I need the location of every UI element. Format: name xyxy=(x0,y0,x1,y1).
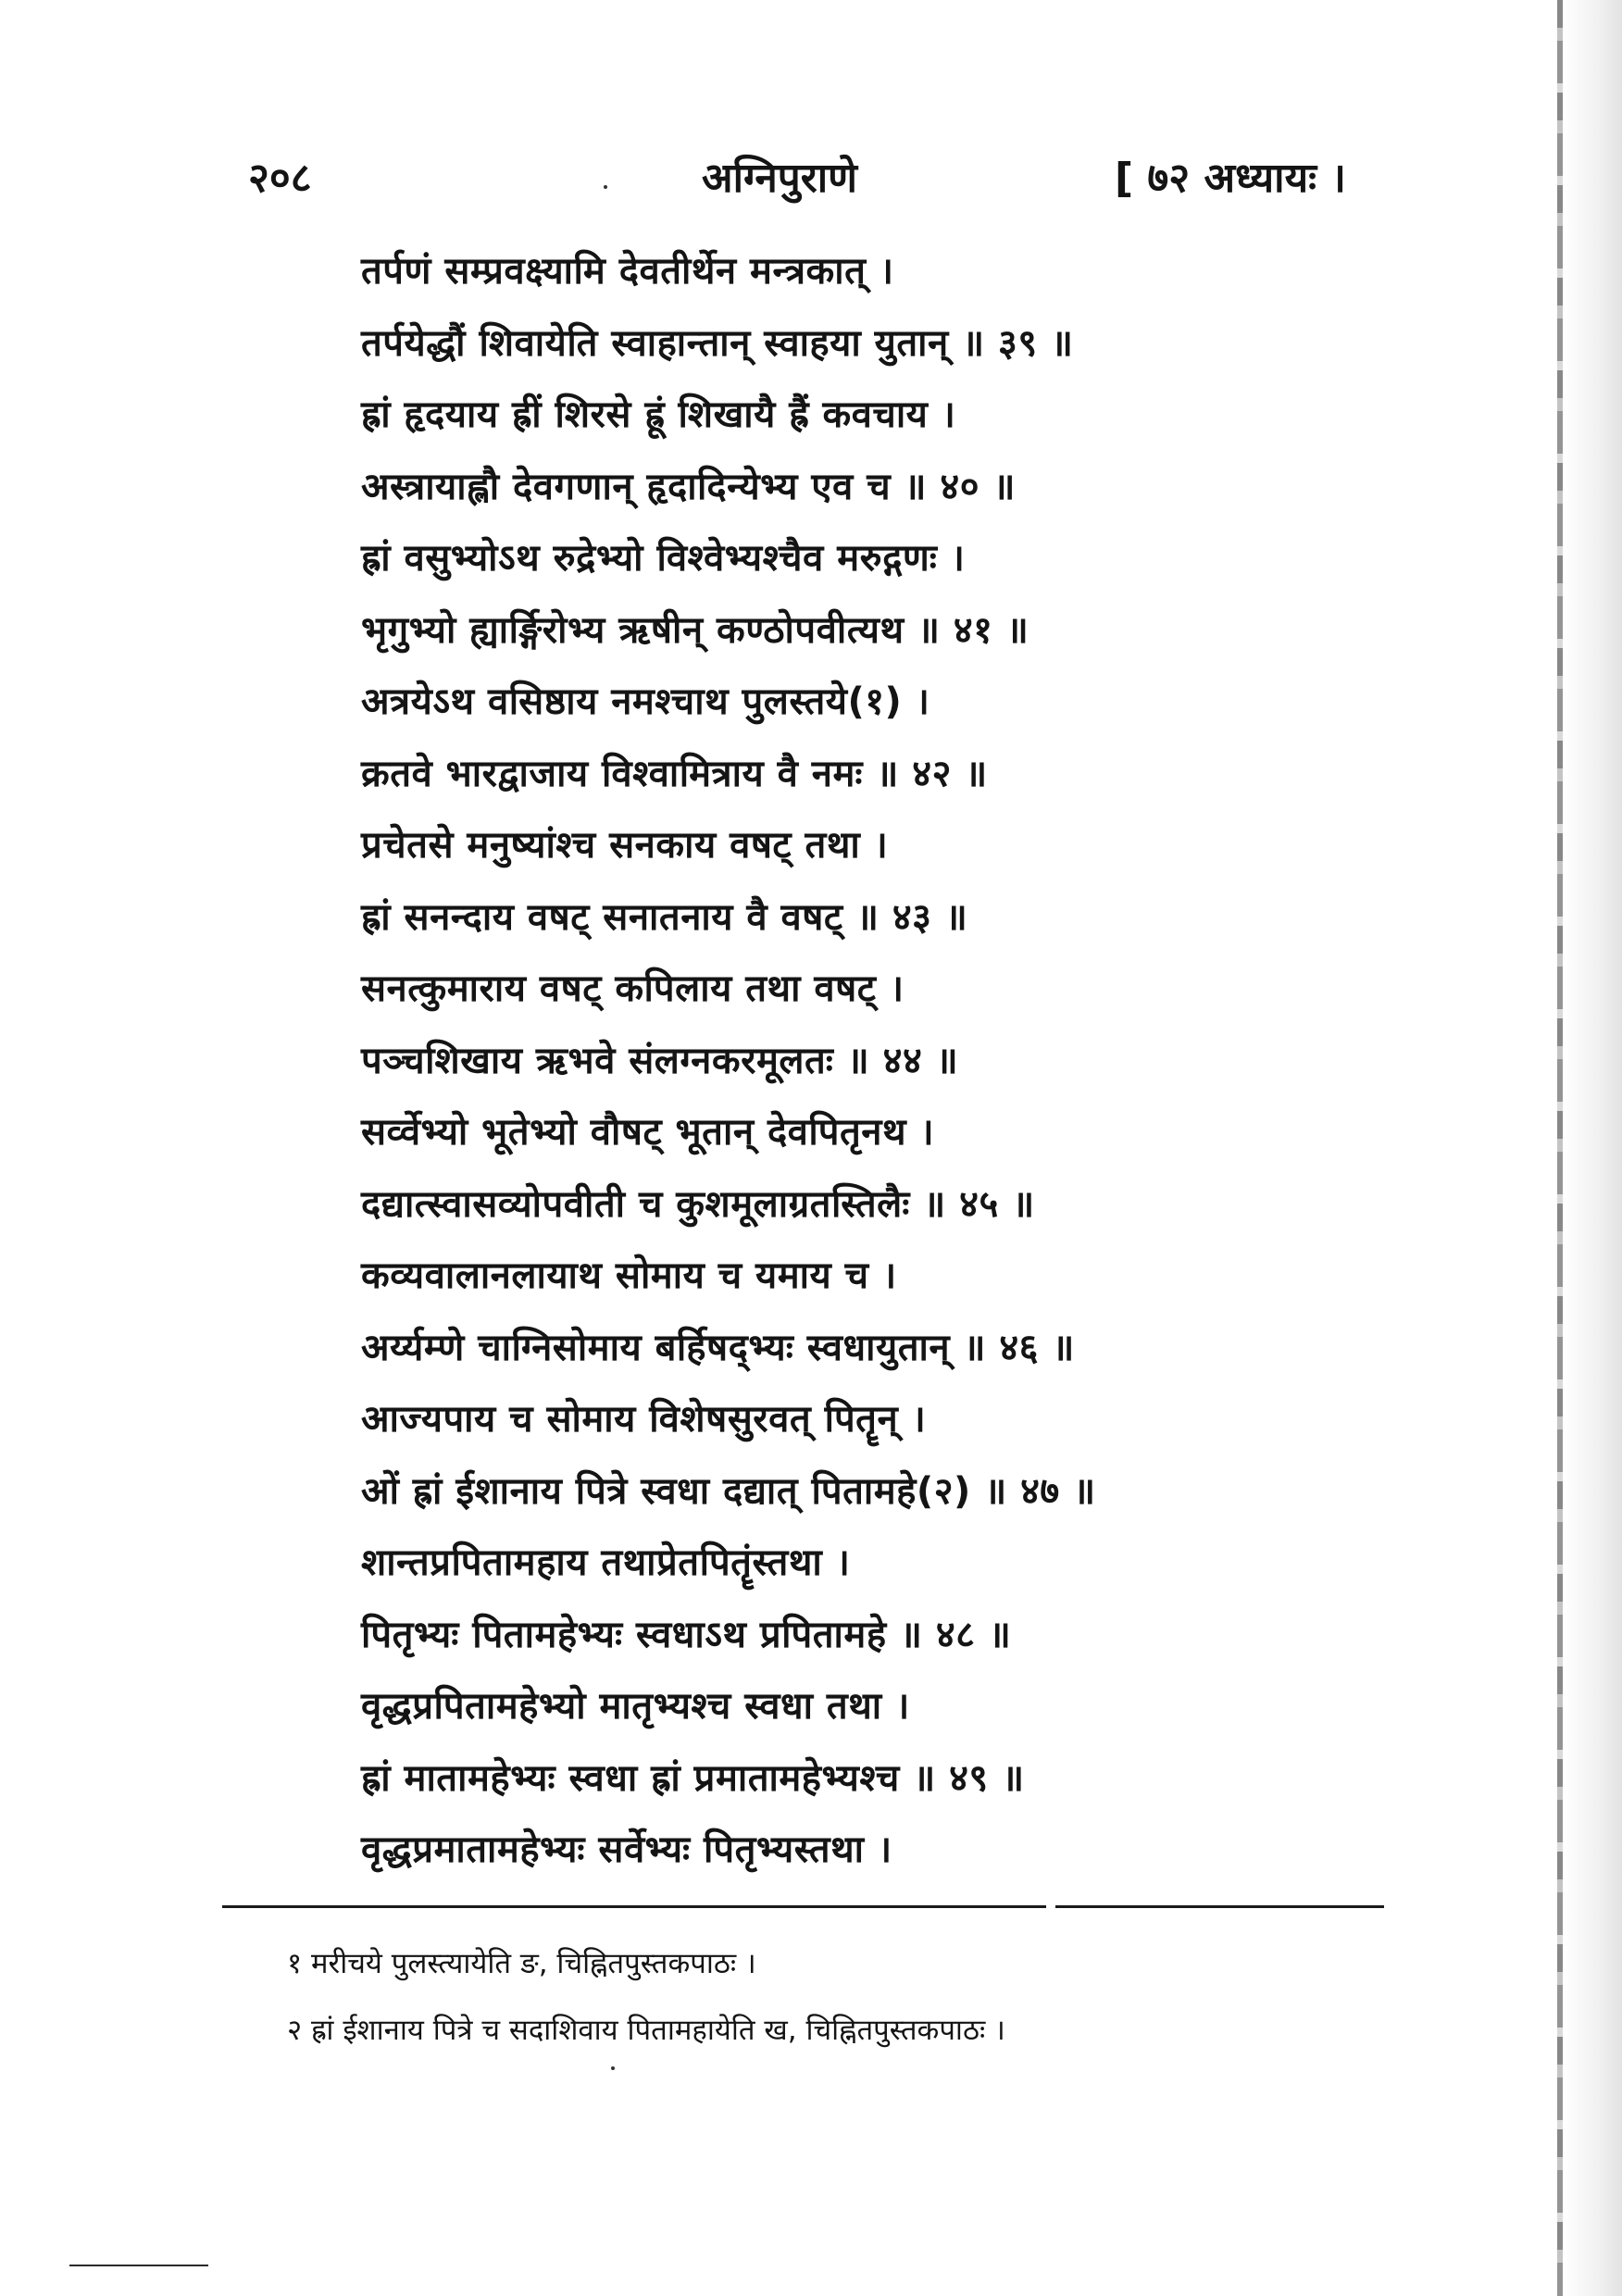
verse-line: कव्यवालानलायाथ सोमाय च यमाय च । xyxy=(361,1254,897,1297)
verse-line: पञ्चशिखाय ऋभवे संलग्नकरमूलतः ॥ ४४ ॥ xyxy=(361,1039,959,1082)
verse-line: वृद्धप्रमातामहेभ्यः सर्वेभ्यः पितृभ्यस्तथा । xyxy=(361,1828,892,1871)
verse-line: आज्यपाय च सोमाय विशेषसुरवत् पितॄन् । xyxy=(361,1398,927,1441)
verse-line: अत्रयेऽथ वसिष्ठाय नमश्चाथ पुलस्तये(१) । xyxy=(361,680,930,723)
verse-line: क्रतवे भारद्वाजाय विश्वामित्राय वै नमः ॥ ४२ ॥ xyxy=(361,752,988,795)
footnote-separator-rule xyxy=(1055,1905,1384,1908)
verse-line: ह्रां मातामहेभ्यः स्वधा ह्रां प्रमातामहेभ्यश्च ॥ ४९ ॥ xyxy=(361,1756,1025,1800)
verse-line: ह्रां हृदयाय ह्रीं शिरसे ह्रूं शिखायै ह्रैं कवचाय । xyxy=(361,393,956,436)
verse-line: पितृभ्यः पितामहेभ्यः स्वधाऽथ प्रपितामहे ॥ ४८ ॥ xyxy=(361,1613,1012,1656)
verse-line: भृगुभ्यो ह्यार्ङ्गिरोभ्य ऋषीन् कण्ठोपवीत्यथ ॥ ४१ ॥ xyxy=(361,608,1029,652)
print-speck xyxy=(611,2066,615,2070)
verse-line: ह्रां वसुभ्योऽथ रुद्रेभ्यो विश्वेभ्यश्चैव मरुद्गणः । xyxy=(361,537,966,580)
footnotes xyxy=(287,1930,1398,2064)
page-edge-shadow xyxy=(1563,0,1622,2296)
verse-line: अस्त्रायाह्लौ देवगणान् हृदादिन्येभ्य एव च ॥ ४० ॥ xyxy=(361,465,1016,508)
verse-line: तर्पयेद्धौं शिवायेति स्वाहान्तान् स्वाहया युतान् ॥ ३९ ॥ xyxy=(361,321,1074,365)
bottom-scan-mark xyxy=(69,2265,208,2266)
page-edge-binding xyxy=(1557,0,1563,2296)
running-title: अग्निपुराणे xyxy=(702,155,857,202)
footnote: २ ह्रां ईशानाय पित्रे च सदाशिवाय पितामहायेति ख, चिह्नितपुस्तकपाठः । xyxy=(287,2014,1005,2047)
verse-line: प्रचेतसे मनुष्यांश्च सनकाय वषट् तथा । xyxy=(361,824,889,867)
verse-line: शान्तप्रपितामहाय तथाप्रेतपितॄंस्तथा । xyxy=(361,1541,851,1584)
verse-line: अर्य्यम्णे चाग्निसोमाय बर्हिषद्भ्यः स्वधायुतान् ॥ ४६ ॥ xyxy=(361,1326,1075,1369)
verse-line: तर्पणं सम्प्रवक्ष्यामि देवतीर्थेन मन्त्रकात् । xyxy=(361,250,894,293)
verse-line: ह्रां सनन्दाय वषट् सनातनाय वै वषट् ॥ ४३ ॥ xyxy=(361,895,968,939)
verse-line: ओं ह्रां ईशानाय पित्रे स्वधा दद्यात् पितामहे(२) ॥ ४७ ॥ xyxy=(361,1469,1096,1513)
verse-block xyxy=(361,236,1379,1887)
verse-line: सनत्कुमाराय वषट् कपिलाय तथा वषट् । xyxy=(361,967,905,1010)
page-header xyxy=(0,139,1622,204)
verse-line: सर्व्वेभ्यो भूतेभ्यो वौषट् भूतान् देवपितृनथ । xyxy=(361,1111,935,1154)
print-speck xyxy=(604,185,607,189)
chapter-reference: [ ७२ अध्यायः । xyxy=(1115,155,1346,202)
verse-line: दद्यात्स्वासव्योपवीती च कुशमूलाग्रतस्तिलैः ॥ ४५ ॥ xyxy=(361,1182,1035,1226)
page-number: २०८ xyxy=(248,155,312,202)
verse-line: वृद्धप्रपितामहेभ्यो मातृभ्यश्च स्वधा तथा । xyxy=(361,1685,910,1728)
footnote: १ मरीचये पुलस्त्यायेति ङ, चिह्नितपुस्तकपाठः । xyxy=(287,1947,756,1980)
footnote-separator-rule xyxy=(222,1905,1046,1908)
